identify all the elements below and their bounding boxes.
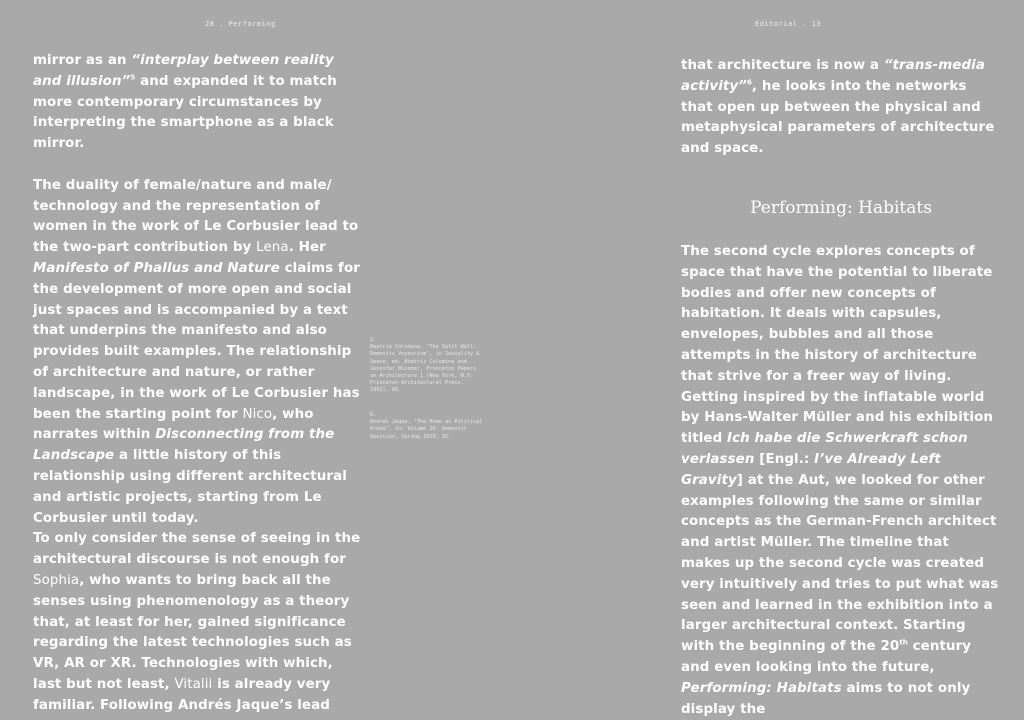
text-span: a little history of this relationship using different architectural and artistic projects, starting from Le Corbusier until today. [33,448,347,526]
text-span: , who wants to bring back all the senses using phenomenology as a theory that, at least for her, gained significance regarding the latest technologies such as VR, AR or XR. Technologies with which, last but not least, [33,572,352,692]
author-name-sophia: Sophia [33,572,80,588]
text-span: mirror as an [33,53,132,68]
work-title-disconnecting: Disconnecting from the Landscape [33,427,335,464]
text-span: and expanded it to match more contemporary circumstances by interpreting the smartphone as a black mirror. [33,73,337,152]
paragraph-gap [33,155,363,176]
page-header-left: 28 . Performing [205,20,276,28]
right-column-top [681,56,1001,160]
text-span: The second cycle explores concepts of space that have the potential to liberate bodies and offer new concepts of habitation. It deals with capsules, envelopes, bubbles and all those attempts in the history of architecture that strive for a freer way of living. Getting inspired by the inflatable world by Hans-Walter Müller and his exhibition titled [681,244,994,447]
work-title-manifesto: Manifesto of Phallus and Nature [33,260,280,276]
paragraph-second-cycle [681,242,1001,720]
author-name-lena: Lena [256,240,289,256]
text-span: aims to not only display the [681,680,971,717]
text-span: claims for the development of more open and social just spaces and is accompanied by a text that underpins the manifesto and also provides built examples. The relationship of architecture and nature, or rather landscape, in the work of Le Corbusier has been the starting point for [33,260,360,422]
footnote-5: 5. Beatriz Colomina, ‘The Split Wall: Domestic Voyeurism’, in Sexuality & Space, ed. Beatriz Colomina and Jennifer Bloomer, Princeton Papers on Architecture 1 (New York, N.Y: Princeton Architectural Press, 1992), 86. [370,337,480,394]
text-span: that architecture is now a [681,58,884,73]
quote-interplay: “interplay between reality and illusion” [33,53,334,89]
work-title-performing-habitats: Performing: Habitats [681,680,842,696]
text-span: [Engl.: [754,451,815,467]
page-header-right: Editorial . 13 [755,20,822,28]
work-title-gravity: I’ve Already Left Gravity [681,451,941,488]
footnote-ref-6: 6 [746,78,752,87]
author-name-vitalii: Vitalii [174,676,213,692]
text-span: To only consider the sense of seeing in the architectural discourse is not enough for [33,531,361,568]
footnote-ref-5: 5 [130,73,136,82]
footnote-6: 6. Andrés Jaque, ‘The Home as Political Arena’, in: Volume 26: Domestic Question, Spring 2010, 35. [370,412,483,440]
paragraph-senses [33,529,363,716]
paragraph-duality [33,176,363,530]
text-span: century and even looking into the future, [681,639,972,675]
section-title: Performing: Habitats [750,198,932,218]
quote-trans-media: “trans-media activity” [681,58,986,94]
text-span: , who narrates within [33,406,314,443]
paragraph-trans-media [681,56,1001,160]
text-span: ] at the Aut, we looked for other examples following the same or similar concepts as the German-French architect and artist Müller. The timeline that makes up the second cycle was created very intuitively and tries to put what was seen and learned in the exhibition into a larger architectural context. Starting with the beginning of the 20 [681,472,999,655]
text-span: The duality of female/nature and male/ technology and the representation of women in the work of Le Corbusier lead to the two-part contribution by [33,177,359,256]
author-name-nico: Nico [242,406,273,422]
right-column-bottom [681,242,1001,720]
text-span: is already very familiar. Following Andrés Jaque’s lead [33,676,331,713]
text-span: , he looks into the networks that open up between the physical and metaphysical parameters of architecture and space. [681,78,995,157]
left-column [33,51,363,717]
work-title-ich-habe: Ich habe die Schwerkraft schon verlassen [681,431,968,467]
paragraph-mirror [33,51,363,155]
text-span: . Her [288,240,326,256]
ordinal-suffix: th [899,638,908,647]
